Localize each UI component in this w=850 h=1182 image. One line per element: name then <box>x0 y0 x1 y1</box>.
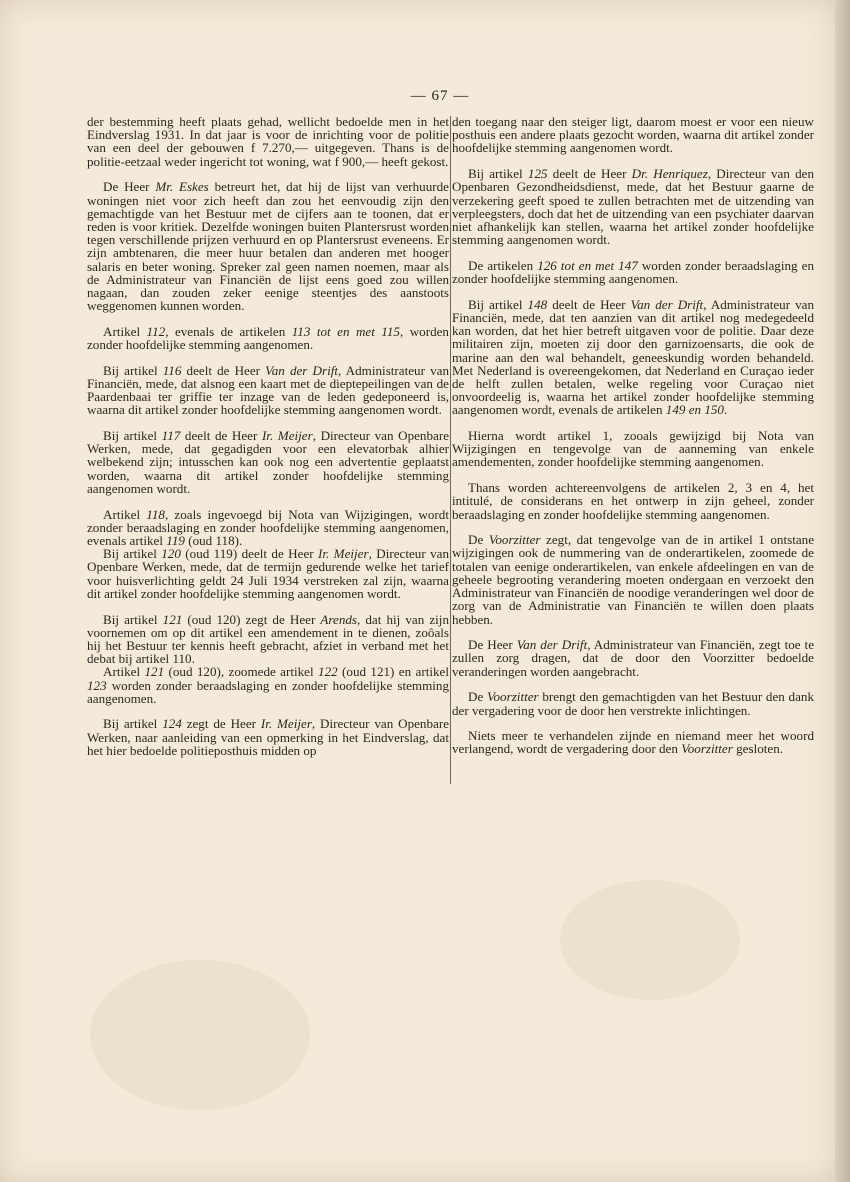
speaker-name: Ir. Meijer <box>261 428 313 444</box>
right-column <box>452 115 814 768</box>
paragraph: Bij artikel 148 deelt de Heer Van der Drift, Administrateur van Financiën, mede, dat ten aanzien van dit artikel nog medegedeeld kan worden, dat het hier betreft uitgaven voor de politie. Daar deze militairen zijn, moeten zij door den garnizoensarts, die ook de marine aan den wal behandelt, geneeskundig worden behandeld. Met Nederland is overeengekomen, dat Nederland en Curaçao ieder de helft zullen betalen, welke regeling voor Curaçao niet onvoordeelig is, waarna het artikel zonder hoofdelijke stemming aangenomen wordt, evenals de artikelen 149 en 150. <box>452 296 815 418</box>
speaker-name: Voorzitter <box>488 532 541 548</box>
speaker-name: Van der Drift <box>516 637 588 653</box>
paragraph: Artikel 121 (oud 120), zoomede artikel 122 (oud 121) en artikel 123 worden zonder beraadslaging en zonder hoofdelijke stemming aangenomen. <box>87 664 449 706</box>
paragraph: Bij artikel 116 deelt de Heer Van der Drift, Administrateur van Financiën, mede, dat alsnog een kaart met de dieptepeilingen van de Paardenbaai ter griffie ter inzage van de leden gedeponeerd is, waarna dit artikel zonder hoofdelijke stemming aangenomen wordt. <box>87 362 449 418</box>
paragraph: den toegang naar den steiger ligt, daarom moest er voor een nieuw posthuis een andere plaats gezocht worden, waarna dit artikel zonder hoofdelijke stemming aangenomen wordt. <box>452 114 814 156</box>
paper-stain <box>90 960 310 1110</box>
paper-stain <box>560 880 740 1000</box>
speaker-name: Ir. Meijer <box>260 716 312 732</box>
paragraph: Bij artikel 125 deelt de Heer Dr. Henriquez, Directeur van den Openbaren Gezondheidsdienst, mede, dat het Bestuur gaarne de verzekering geeft spoed te zullen betrachten met de uitzending van verpleegsters, doch dat het de uitzending van een psychiater daarvan niet afhankelijk kan stellen, waarna het artikel zonder hoofdelijke stemming aangenomen wordt. <box>452 166 814 248</box>
speaker-name: Van der Drift <box>630 296 704 312</box>
paragraph: De Heer Van der Drift, Administrateur van Financiën, zegt toe te zullen zorg dragen, dat de door den Voorzitter bedoelde veranderingen worden aangebracht. <box>452 637 815 679</box>
paragraph: Bij artikel 124 zegt de Heer Ir. Meijer, Directeur van Openbare Werken, naar aanleiding van een opmerking in het Eindverslag, dat het hier bedoelde politieposthuis midden op <box>87 716 450 758</box>
paragraph: De artikelen 126 tot en met 147 worden zonder beraadslaging en zonder hoofdelijke stemming aangenomen. <box>452 257 814 287</box>
paragraph: Hierna wordt artikel 1, zooals gewijzigd bij Nota van Wijzigingen en tengevolge van de aanneming van enkele amendementen, zonder hoofdelijke stemming aangenomen. <box>452 428 814 470</box>
paragraph: Thans worden achtereenvolgens de artikelen 2, 3 en 4, het intitulé, de considerans en het ontwerp in zijn geheel, zonder beraadslaging en zonder hoofdelijke stemming aangenomen. <box>452 480 814 522</box>
page-edge-shadow <box>835 0 850 1182</box>
speaker-name: Voorzitter <box>681 741 733 757</box>
paragraph: De Heer Mr. Eskes betreurt het, dat hij de lijst van verhuurde woningen niet voor zich heeft dan zou het eenvoudig zijn den gemachtigde van het Bestuur met de cijfers aan te toonen, dat er reden is voor kritiek. Dezelfde woningen buiten Plantersrust worden tegen verschillende prijzen verhuurd en op Plantersrust eveneens. Er zijn ambtenaren, die meer huur betalen dan anderen met hooger salaris en beter woning. Spreker zal geen namen noemen, maar als de Administrateur van Financiën de lijst eens goed zou willen nagaan, dan zouden zeker eenige steentjes des aanstoots weggenomen kunnen worden. <box>87 179 449 314</box>
paragraph: De Voorzitter zegt, dat tengevolge van de in artikel 1 ontstane wijzigingen ook de nummering van de onderartikelen, zoomede de totalen van eenige onderartikelen, van enkele afdeelingen en van de geheele begrooting verandering moeten ondergaan en verzoekt den Administrateur van Financiën de noodige veranderingen wel door de zorg van de Administratie van Financiën te willen doen plaats hebben. <box>452 532 815 627</box>
paragraph: Artikel 112, evenals de artikelen 113 tot en met 115, worden zonder hoofdelijke stemming aangenomen. <box>87 323 449 353</box>
paragraph: Artikel 118, zoals ingevoegd bij Nota van Wijzigingen, wordt zonder beraadslaging en zonder hoofdelijke stemming aangenomen, evenals artikel 119 (oud 118). <box>87 506 449 548</box>
speaker-name: Mr. Eskes <box>155 179 209 195</box>
speaker-name: Arends <box>320 611 358 627</box>
paragraph: Niets meer te verhandelen zijnde en niemand meer het woord verlangend, wordt de vergadering door den Voorzitter gesloten. <box>452 728 814 757</box>
speaker-name: Ir. Meijer <box>318 546 369 562</box>
paragraph: De Voorzitter brengt den gemachtigden van het Bestuur den dank der vergadering voor de door hen verstrekte inlichtingen. <box>452 689 814 718</box>
page-number: — 67 — <box>410 88 470 104</box>
speaker-name: Van der Drift <box>265 362 338 378</box>
left-column <box>87 115 449 770</box>
paragraph: Bij artikel 117 deelt de Heer Ir. Meijer, Directeur van Openbare Werken, mede, dat gegadigden voor een elevatorbak alhier welbekend zijn; intusschen kan ook nog een advertentie geplaatst worden, waarna dit artikel zonder hoofdelijke stemming aangenomen wordt. <box>87 428 449 496</box>
speaker-name: Dr. Henriquez <box>631 166 708 182</box>
speaker-name: Voorzitter <box>486 689 539 705</box>
paragraph: der bestemming heeft plaats gehad, wellicht bedoelde men in het Eindverslag 1931. In dat jaar is voor de inrichting voor de politie van een deel der gebouwen f 7.270,— uitgegeven. Thans is de politie-eetzaal weder ingericht tot woning, wat f 900,— heeft gekost. <box>87 114 449 169</box>
paragraph: Bij artikel 121 (oud 120) zegt de Heer Arends, dat hij van zijn voornemen om op dit artikel een amendement in te dienen, zoôals hij het Bestuur ter kennis heeft gebracht, afziet in verband met het debat bij artikel 110. <box>87 611 449 667</box>
column-divider <box>450 116 451 784</box>
paragraph: Bij artikel 120 (oud 119) deelt de Heer Ir. Meijer, Directeur van Openbare Werken, mede, dat de termijn gedurende welke het tarief voor huisverlichting geldt 24 Juli 1934 verstreken zal zijn, waarna dit artikel zonder hoofdelijke stemming aangenomen wordt. <box>87 546 449 601</box>
